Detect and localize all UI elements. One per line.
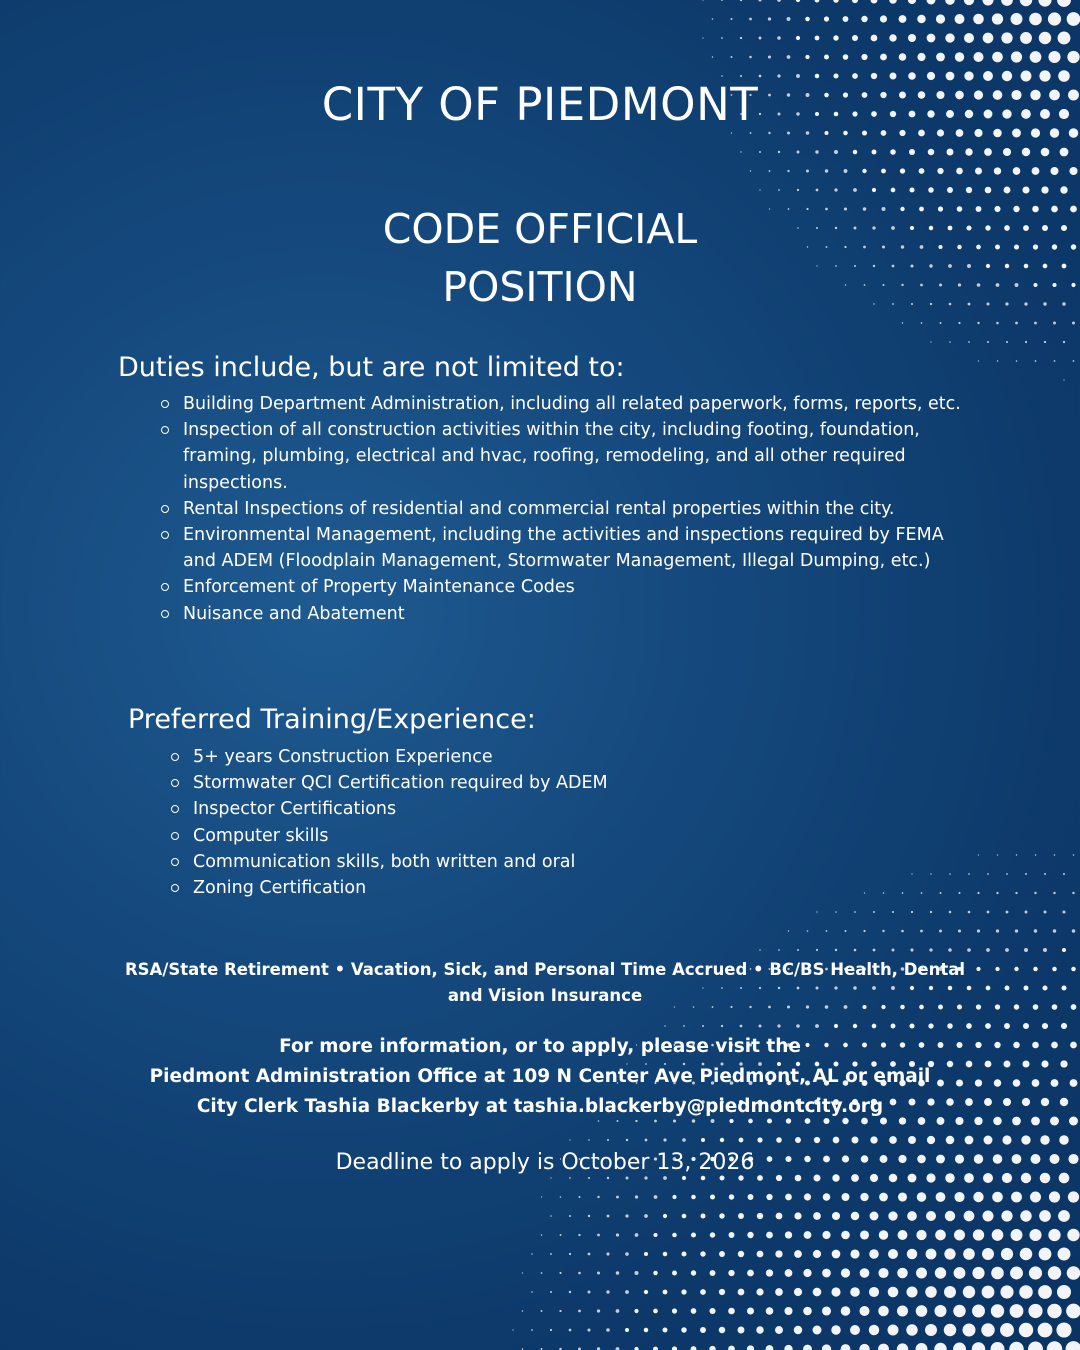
preferred-item bbox=[193, 875, 793, 901]
circle-bullet-icon bbox=[171, 832, 179, 840]
preferred-item bbox=[193, 744, 793, 770]
preferred-heading: Preferred Training/Experience: bbox=[128, 704, 536, 735]
job-title bbox=[0, 200, 1080, 316]
duty-item bbox=[183, 496, 973, 522]
circle-bullet-icon bbox=[161, 505, 169, 513]
circle-bullet-icon bbox=[171, 753, 179, 761]
preferred-list bbox=[193, 744, 793, 901]
preferred-item-text: Zoning Certification bbox=[193, 878, 367, 899]
duty-item-text: Inspection of all construction activities within the city, including footing, foundation, framing, plumbing, electrical and hvac, roofing, remodeling, and all other required inspections. bbox=[183, 420, 920, 493]
job-title-line-2: POSITION bbox=[442, 263, 638, 311]
preferred-item-text: 5+ years Construction Experience bbox=[193, 747, 493, 767]
duty-item bbox=[183, 574, 973, 600]
circle-bullet-icon bbox=[171, 805, 179, 813]
preferred-item bbox=[193, 796, 793, 822]
contact-line-1: For more information, or to apply, please visit the bbox=[279, 1036, 801, 1057]
duty-item bbox=[183, 522, 973, 574]
preferred-item bbox=[193, 823, 793, 849]
contact-line-2: Piedmont Administration Office at 109 N Center Ave Piedmont, AL or email bbox=[149, 1066, 931, 1087]
duty-item-text: Environmental Management, including the activities and inspections required by FEMA and ADEM (Floodplain Management, Stormwater Management, Illegal Dumping, etc.) bbox=[183, 525, 944, 572]
benefits-text: RSA/State Retirement • Vacation, Sick, and Personal Time Accrued • BC/BS Health, Dental and Vision Insurance bbox=[124, 959, 966, 1005]
circle-bullet-icon bbox=[161, 531, 169, 539]
duty-item bbox=[183, 601, 973, 627]
duties-list bbox=[183, 391, 973, 627]
preferred-item-text: Communication skills, both written and oral bbox=[193, 851, 576, 872]
preferred-item bbox=[193, 770, 793, 796]
circle-bullet-icon bbox=[161, 400, 169, 408]
contact-info bbox=[90, 1032, 990, 1122]
circle-bullet-icon bbox=[171, 858, 179, 866]
preferred-item bbox=[193, 849, 793, 875]
duty-item-text: Enforcement of Property Maintenance Codes bbox=[183, 577, 575, 598]
deadline-text: Deadline to apply is October 13, 2026 bbox=[335, 1150, 755, 1175]
duty-item bbox=[183, 417, 973, 496]
duties-heading: Duties include, but are not limited to: bbox=[118, 352, 625, 383]
duty-item-text: Building Department Administration, including all related paperwork, forms, reports, etc. bbox=[183, 394, 961, 414]
duty-item-text: Rental Inspections of residential and commercial rental properties within the city. bbox=[183, 498, 895, 519]
circle-bullet-icon bbox=[171, 884, 179, 892]
preferred-item-text: Inspector Certifications bbox=[193, 799, 397, 820]
preferred-item-text: Stormwater QCI Certification required by ADEM bbox=[193, 773, 608, 794]
circle-bullet-icon bbox=[161, 610, 169, 618]
circle-bullet-icon bbox=[161, 426, 169, 434]
circle-bullet-icon bbox=[161, 583, 169, 591]
preferred-item-text: Computer skills bbox=[193, 825, 329, 846]
circle-bullet-icon bbox=[171, 779, 179, 787]
duty-item-text: Nuisance and Abatement bbox=[183, 603, 405, 624]
org-title: CITY OF PIEDMONT bbox=[321, 78, 759, 131]
duty-item bbox=[183, 391, 973, 417]
job-title-line-1: CODE OFFICIAL bbox=[382, 205, 698, 253]
contact-line-3: City Clerk Tashia Blackerby at tashia.blackerby@piedmontcity.org bbox=[196, 1096, 884, 1117]
